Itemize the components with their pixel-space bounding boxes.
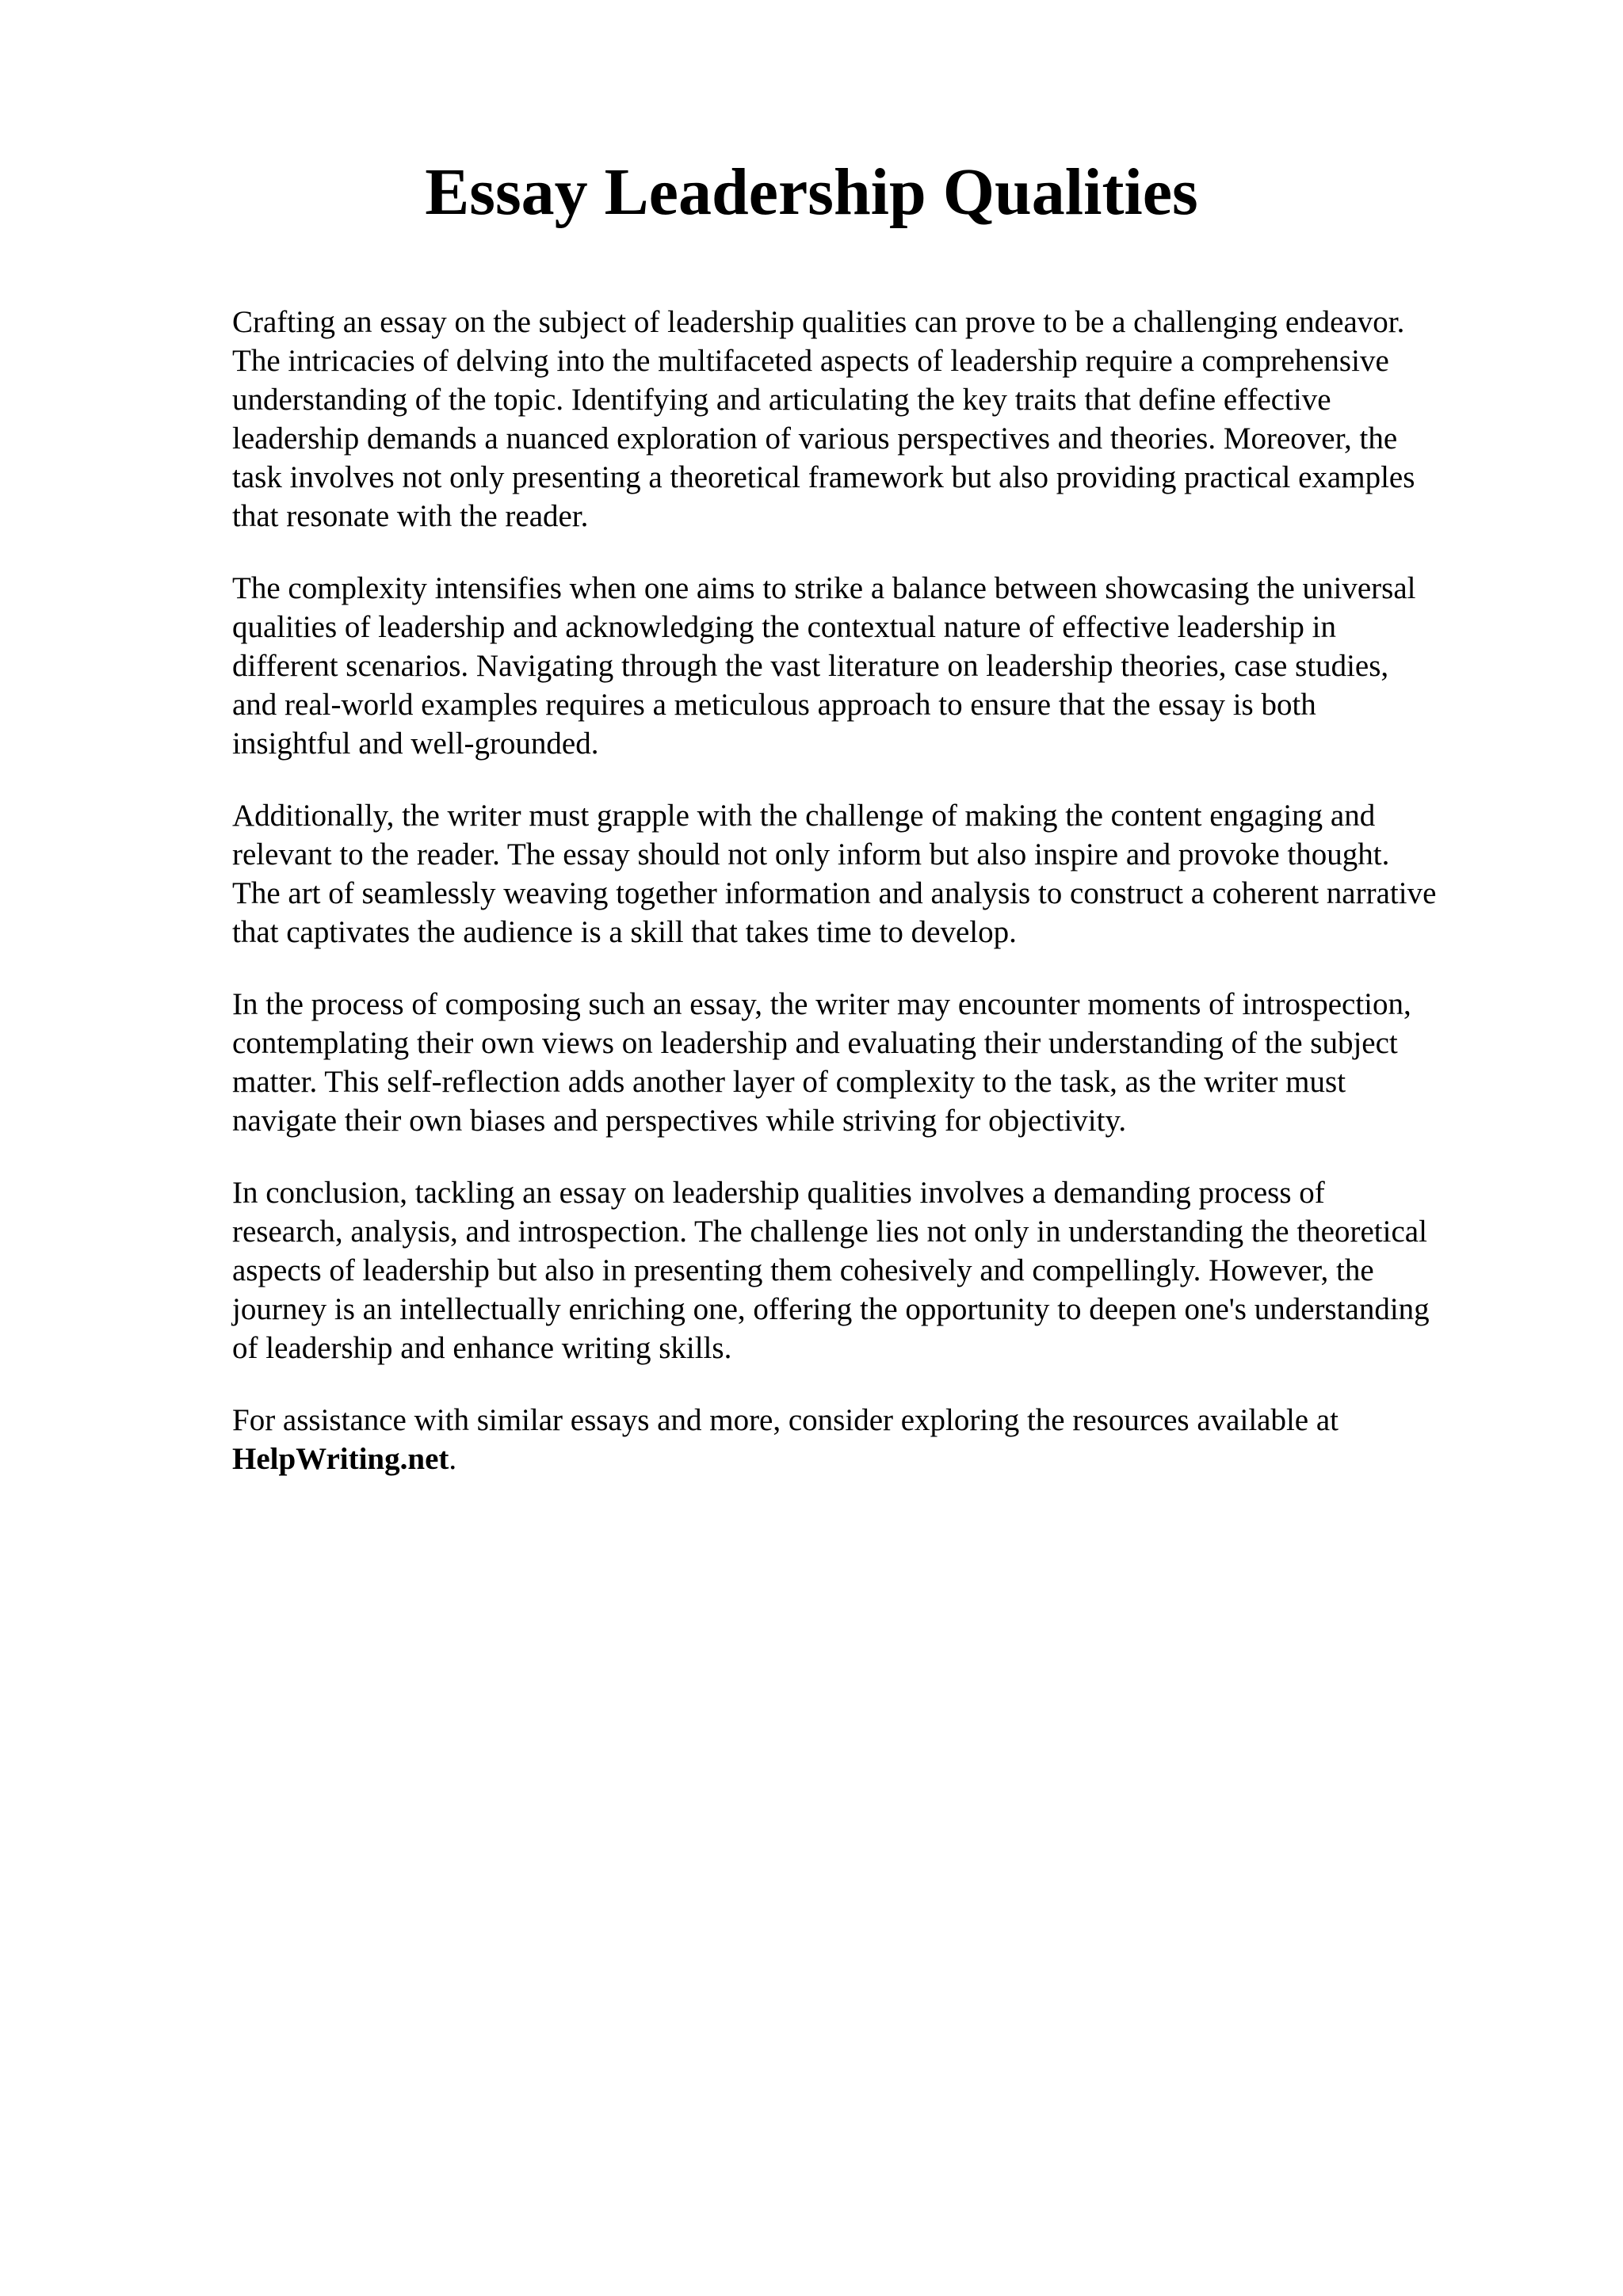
paragraph-line: navigate their own biases and perspectives while striving for objectivity. — [232, 1104, 1127, 1138]
paragraph-line: The art of seamlessly weaving together information and analysis to construct a coherent narrative — [232, 876, 1437, 910]
paragraph-line: qualities of leadership and acknowledging the contextual nature of effective leadership in — [232, 610, 1337, 644]
paragraph-line: research, analysis, and introspection. The challenge lies not only in understanding the theoretical — [232, 1215, 1427, 1249]
paragraph-1 — [232, 303, 1532, 536]
paragraph-line: Additionally, the writer must grapple with the challenge of making the content engaging and — [232, 799, 1376, 833]
paragraph-line: matter. This self-reflection adds another layer of complexity to the task, as the writer must — [232, 1065, 1346, 1099]
paragraph-line: leadership demands a nuanced exploration of various perspectives and theories. Moreover, the — [232, 421, 1398, 456]
closing-paragraph — [232, 1401, 1532, 1478]
paragraph-3 — [232, 796, 1532, 952]
paragraph-line: of leadership and enhance writing skills. — [232, 1331, 732, 1365]
paragraph-line: aspects of leadership but also in presenting them cohesively and compellingly. However, the — [232, 1253, 1374, 1287]
paragraph-line: that captivates the audience is a skill that takes time to develop. — [232, 915, 1017, 949]
paragraph-line: In the process of composing such an essay, the writer may encounter moments of introspection, — [232, 987, 1411, 1021]
paragraph-line: The intricacies of delving into the multifaceted aspects of leadership require a comprehensive — [232, 344, 1389, 378]
paragraph-2 — [232, 569, 1532, 763]
document-title: Essay Leadership Qualities — [425, 155, 1198, 229]
helpwriting-link[interactable]: HelpWriting.net — [232, 1442, 449, 1476]
paragraph-line: different scenarios. Navigating through the vast literature on leadership theories, case studies, — [232, 649, 1389, 683]
paragraph-line: contemplating their own views on leadership and evaluating their understanding of the subject — [232, 1026, 1398, 1060]
paragraph-line: The complexity intensifies when one aims to strike a balance between showcasing the universal — [232, 571, 1416, 605]
paragraph-line: understanding of the topic. Identifying and articulating the key traits that define effective — [232, 383, 1331, 417]
paragraph-line: insightful and well-grounded. — [232, 727, 599, 761]
document-body — [232, 303, 1532, 1512]
closing-line: For assistance with similar essays and more, consider exploring the resources available at — [232, 1403, 1339, 1437]
paragraph-line: relevant to the reader. The essay should not only inform but also inspire and provoke thought. — [232, 837, 1390, 871]
closing-period: . — [449, 1442, 457, 1476]
paragraph-4 — [232, 985, 1532, 1140]
paragraph-line: and real-world examples requires a meticulous approach to ensure that the essay is both — [232, 688, 1316, 722]
paragraph-line: Crafting an essay on the subject of leadership qualities can prove to be a challenging endeavor. — [232, 305, 1405, 339]
closing-link-line — [232, 1440, 1532, 1478]
paragraph-5 — [232, 1173, 1532, 1367]
paragraph-line: In conclusion, tackling an essay on leadership qualities involves a demanding process of — [232, 1176, 1325, 1210]
paragraph-line: that resonate with the reader. — [232, 499, 589, 533]
paragraph-line: task involves not only presenting a theoretical framework but also providing practical examples — [232, 460, 1415, 494]
paragraph-line: journey is an intellectually enriching one, offering the opportunity to deepen one's understanding — [232, 1292, 1430, 1326]
